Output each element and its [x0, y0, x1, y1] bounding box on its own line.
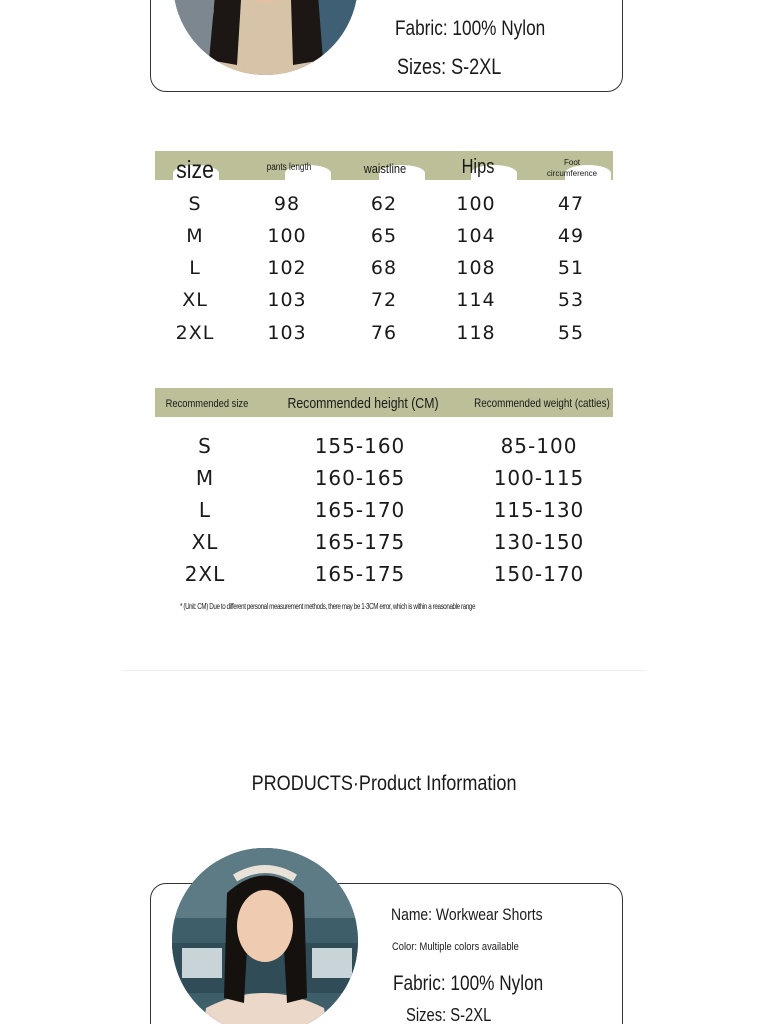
recommend-header-weight: Recommended weight (catties) — [474, 396, 610, 410]
recommend-cell: 85-100 — [500, 434, 578, 458]
size-cell: 114 — [456, 289, 496, 311]
recommend-cell: 160-165 — [314, 466, 406, 490]
size-cell: 53 — [557, 289, 585, 311]
size-cell: 47 — [557, 193, 585, 215]
size-cell: 100 — [456, 193, 496, 215]
recommend-header-size: Recommended size — [165, 398, 249, 410]
size-header-waistline: waistline — [363, 161, 407, 176]
recommend-cell: 2XL — [184, 562, 226, 586]
recommend-cell: 165-170 — [314, 498, 406, 522]
recommend-cell: 150-170 — [493, 562, 585, 586]
size-cell: 51 — [557, 257, 585, 279]
recommend-cell: M — [195, 466, 215, 490]
recommend-header-height: Recommended height (CM) — [287, 395, 439, 412]
recommend-cell: 130-150 — [493, 530, 585, 554]
top-fabric-text: Fabric: 100% Nylon — [395, 17, 546, 40]
size-cell: 104 — [456, 225, 496, 247]
measurement-note: * (Unit: CM) Due to different personal measurement methods, there may be 1-3CM error, which is within a reasonable range — [180, 602, 476, 611]
size-cell: 55 — [557, 322, 585, 344]
size-header-foot-circumference: Foot circumference — [546, 158, 598, 178]
size-cell: M — [186, 225, 204, 247]
size-cell: 76 — [370, 322, 398, 344]
size-cell: 68 — [370, 257, 398, 279]
size-header-size: size — [176, 156, 214, 184]
size-cell: 103 — [267, 322, 307, 344]
size-header-pants-length: pants length — [266, 162, 312, 173]
size-cell: 72 — [370, 289, 398, 311]
recommend-cell: S — [198, 434, 212, 458]
product-fabric-text: Fabric: 100% Nylon — [393, 972, 544, 995]
product-color-text: Color: Multiple colors available — [392, 941, 519, 953]
size-cell: 108 — [456, 257, 496, 279]
size-header-hips: Hips — [461, 156, 495, 178]
size-cell: 98 — [273, 193, 301, 215]
section-title — [0, 772, 768, 796]
size-cell: 62 — [370, 193, 398, 215]
recommend-cell: L — [198, 498, 212, 522]
product-sizes-text: Sizes: S-2XL — [406, 1005, 492, 1024]
recommend-cell: 100-115 — [493, 466, 585, 490]
size-cell: 2XL — [175, 322, 215, 344]
size-cell: XL — [182, 289, 208, 311]
size-cell: 49 — [557, 225, 585, 247]
size-cell: L — [189, 257, 201, 279]
section-divider — [122, 670, 646, 671]
recommend-cell: 155-160 — [314, 434, 406, 458]
section-title-text: PRODUCTS·Product Information — [251, 772, 517, 795]
recommend-cell: 115-130 — [493, 498, 585, 522]
recommend-cell: XL — [191, 530, 219, 554]
size-cell: 100 — [267, 225, 307, 247]
model-portrait-image — [172, 848, 358, 1024]
size-cell: 118 — [456, 322, 496, 344]
size-cell: S — [188, 193, 202, 215]
size-cell: 103 — [267, 289, 307, 311]
top-sizes-text: Sizes: S-2XL — [397, 54, 502, 79]
size-cell: 65 — [370, 225, 398, 247]
recommend-cell: 165-175 — [314, 530, 406, 554]
model-photo-bottom — [172, 848, 358, 1024]
size-cell: 102 — [267, 257, 307, 279]
recommend-cell: 165-175 — [314, 562, 406, 586]
product-name-text: Name: Workwear Shorts — [391, 905, 543, 924]
